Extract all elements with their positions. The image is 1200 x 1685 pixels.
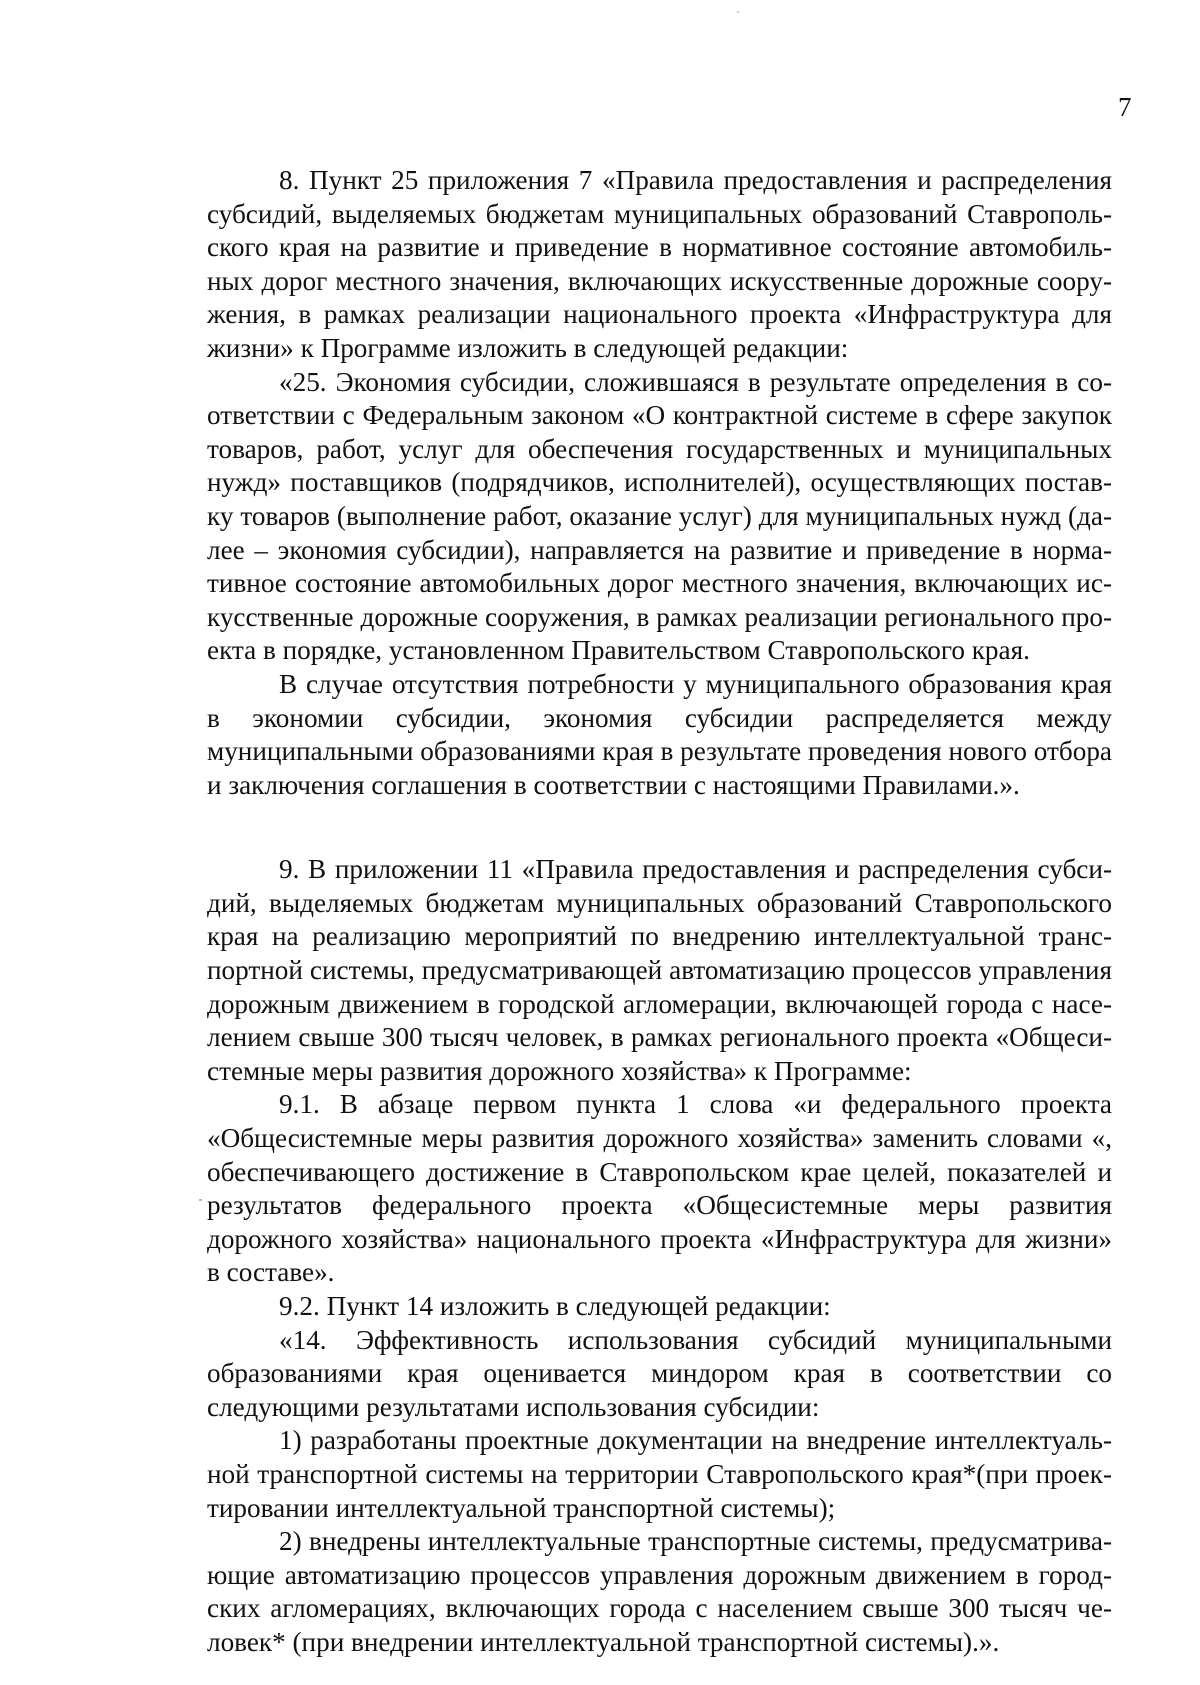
list-item-1: 1) разработаны проектные документации на внедрение интеллектуальной транспортной системы на территории Ставропольского края*(при проектировании интеллектуальной транспортной системы); bbox=[207, 1425, 1112, 1523]
list-item-2: 2) внедрены интеллектуальные транспортные системы, предусматривающие автоматизацию процессов управления дорожным движением в городских агломерациях, включающих города с населением свыше 300 тысяч человек* (при внедрении интеллектуальной транспортной системы).». bbox=[207, 1526, 1112, 1657]
paragraph-item-9-1: 9.1. В абзаце первом пункта 1 слова «и федерального проекта «Общесистемные меры развития дорожного хозяйства» заменить словами «, обеспечивающего достижение в Ставропольском крае целей, показателей и результатов федерального проекта «Общесистемные меры развития дорожного хозяйства» национального проекта «Инфраструктура для жизни» в составе». bbox=[207, 1089, 1112, 1288]
document-body bbox=[207, 164, 1112, 1660]
paragraph-item-9: 9. В приложении 11 «Правила предоставления и распределения субсидий, выделяемых бюджетам муниципальных образований Ставропольского края на реализацию мероприятий по внедрению интеллектуальной транспортной системы, предусматривающей автоматизацию процессов управления дорожным движением в городской агломерации, включающей города с населением свыше 300 тысяч человек, в рамках регионального проекта «Общесистемные меры развития дорожного хозяйства» к Программе: bbox=[207, 854, 1112, 1086]
paragraph-savings-distribution: В случае отсутствия потребности у муниципального образования края в экономии субсидии, экономия субсидии распределяется между муниципальными образованиями края в результате проведения нового отбора и заключения соглашения в соответствии с настоящими Правилами.». bbox=[207, 668, 1112, 800]
paragraph-item-14-quote: «14. Эффективность использования субсидий муниципальными образованиями края оценивается миндором края в соответствии со следующими результатами использования субсидии: bbox=[207, 1324, 1112, 1422]
paragraph-item-9-2: 9.2. Пункт 14 изложить в следующей редакции: bbox=[279, 1291, 831, 1321]
paragraph-item-25-quote: «25. Экономия субсидии, сложившаяся в результате определения в соответствии с Федеральным законом «О контрактной системе в сфере закупок товаров, работ, услуг для обеспечения государственных и муниципальных нужд» поставщиков (подрядчиков, исполнителей), осуществляющих поставку товаров (выполнение работ, оказание услуг) для муниципальных нужд (далее – экономия субсидии), направляется на развитие и приведение в нормативное состояние автомобильных дорог местного значения, включающих искусственные дорожные сооружения, в рамках реализации регионального проекта в порядке, установленном Правительством Ставропольского края. bbox=[207, 366, 1112, 666]
scan-speck bbox=[737, 11, 739, 13]
page-number: 7 bbox=[1118, 92, 1132, 122]
scan-speck bbox=[199, 1199, 202, 1201]
paragraph-item-8: 8. Пункт 25 приложения 7 «Правила предоставления и распределения субсидий, выделяемых бюджетам муниципальных образований Ставропольского края на развитие и приведение в нормативное состояние автомобильных дорог местного значения, включающих искусственные дорожные сооружения, в рамках реализации национального проекта «Инфраструктура для жизни» к Программе изложить в следующей редакции: bbox=[207, 165, 1112, 363]
